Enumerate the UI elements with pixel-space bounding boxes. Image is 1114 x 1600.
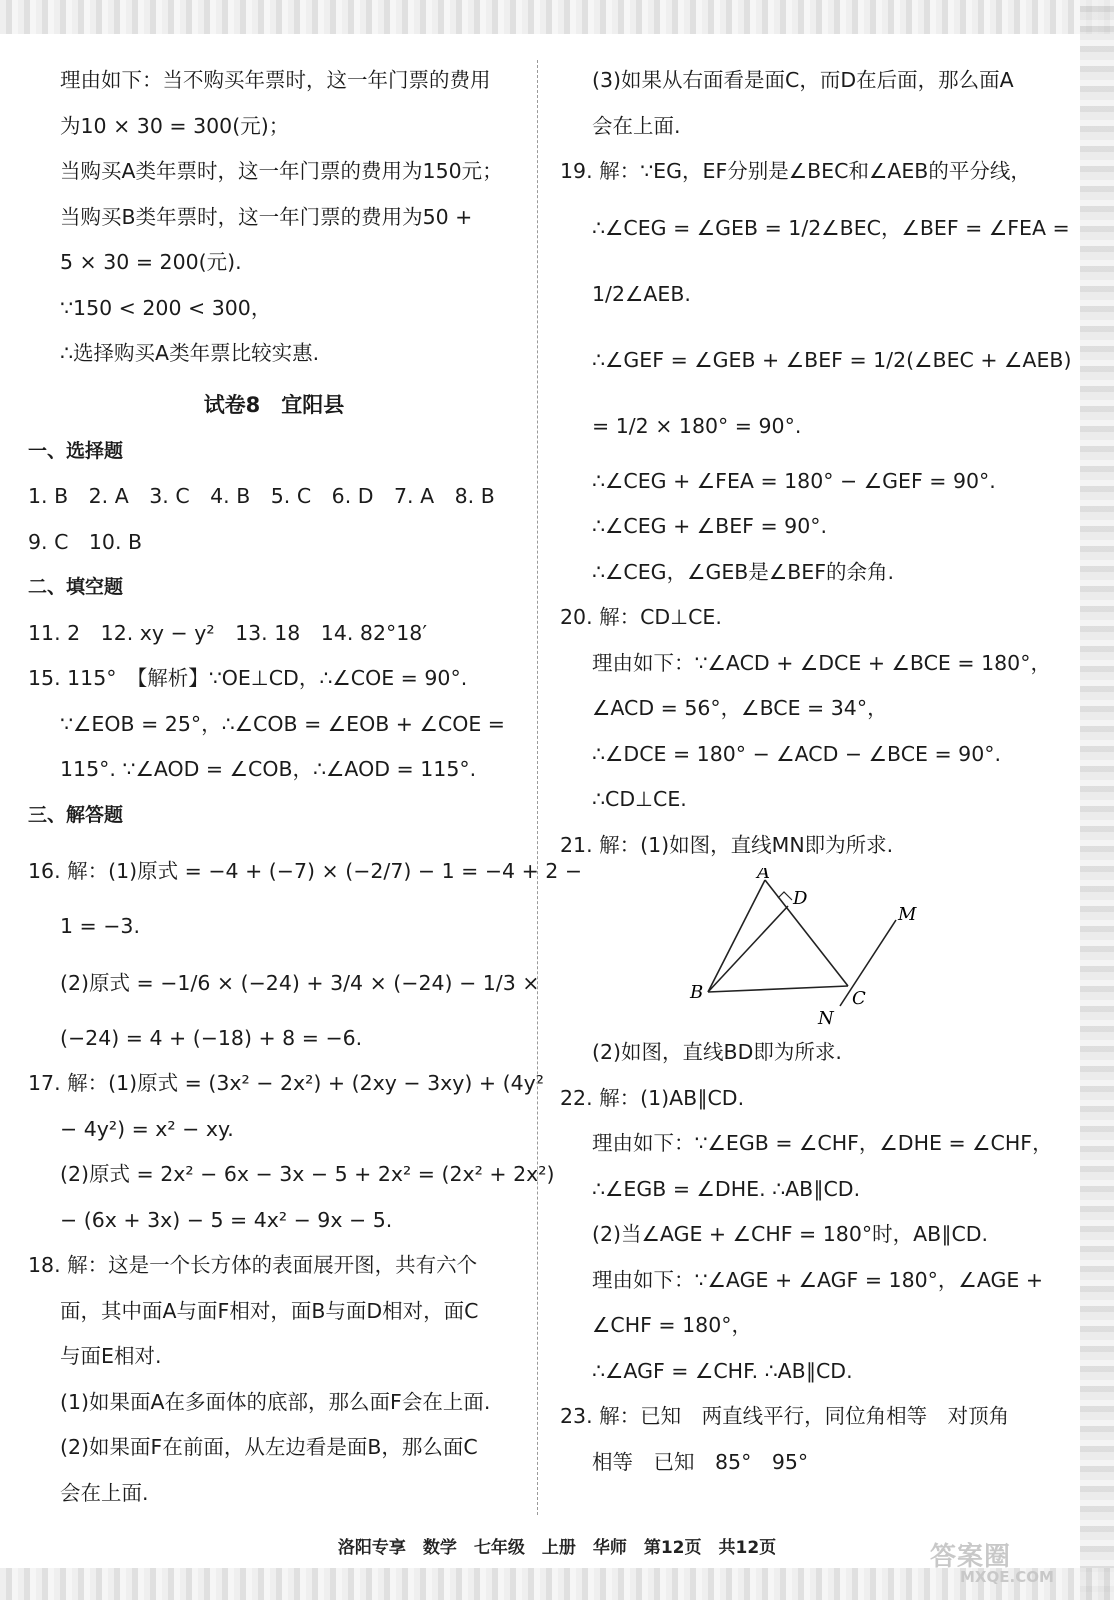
text-line: (−24) = 4 + (−18) + 8 = −6.	[60, 1025, 363, 1050]
text-line: 当购买B类年票时，这一年门票的费用为50 +	[60, 204, 473, 229]
text-line: 17. 解：(1)原式 = (3x² − 2x²) + (2xy − 3xy) + (4y²	[28, 1071, 544, 1095]
left-column	[28, 58, 583, 1516]
decorative-border-top	[0, 0, 1114, 34]
text-line: 16. 解：(1)原式 = −4 + (−7) × (−2/7) − 1 = −4 + 2 −	[28, 859, 583, 883]
triangle-diagram	[670, 868, 970, 1028]
section-heading: 三、解答题	[28, 803, 124, 826]
label-B: B	[690, 982, 704, 1003]
text-line: = 1/2 × 180° = 90°.	[592, 413, 802, 438]
text-line: (3)如果从右面看是面C，而D在后面，那么面A	[592, 68, 1014, 92]
text-line: 1/2∠AEB.	[592, 281, 691, 306]
text-line: ∴∠CEG + ∠FEA = 180° − ∠GEF = 90°.	[592, 468, 996, 493]
text-line: − 4y²) = x² − xy.	[60, 1116, 234, 1141]
label-M: M	[898, 904, 917, 925]
label-D: D	[793, 888, 808, 909]
text-line: ∴∠CEG = ∠GEB = 1/2∠BEC，∠BEF = ∠FEA =	[592, 215, 1070, 240]
column-divider	[537, 60, 538, 1515]
text-line: 23. 解：已知 两直线平行，同位角相等 对顶角	[560, 1404, 1010, 1428]
text-line: (2)如图，直线BD即为所求.	[592, 1040, 842, 1064]
geometry-figure	[560, 868, 1056, 1030]
section-heading: 二、填空题	[28, 576, 124, 598]
watermark-url: MXQE.COM	[960, 1568, 1054, 1586]
text-line: 1. B 2. A 3. C 4. B 5. C 6. D 7. A 8. B	[28, 484, 495, 508]
text-line: (1)如果面A在多面体的底部，那么面F会在上面.	[60, 1389, 491, 1414]
text-line: 相等 已知 85° 95°	[592, 1449, 809, 1474]
text-line: 会在上面.	[592, 113, 681, 138]
text-line: (2)原式 = 2x² − 6x − 3x − 5 + 2x² = (2x² + 2x²)	[60, 1162, 555, 1186]
text-line: ∵150 < 200 < 300，	[60, 295, 272, 320]
label-C: C	[852, 988, 866, 1009]
text-line: ∴∠EGB = ∠DHE. ∴AB∥CD.	[592, 1176, 861, 1201]
line-MN	[840, 920, 896, 1006]
text-line: 当购买A类年票时，这一年门票的费用为150元；	[60, 159, 503, 183]
text-line: − (6x + 3x) − 5 = 4x² − 9x − 5.	[60, 1207, 393, 1232]
text-line: 理由如下：∵∠ACD + ∠DCE + ∠BCE = 180°，	[592, 650, 1051, 675]
text-line: 理由如下：∵∠EGB = ∠CHF，∠DHE = ∠CHF，	[592, 1131, 1053, 1155]
text-line: (2)当∠AGE + ∠CHF = 180°时，AB∥CD.	[592, 1222, 989, 1246]
text-line: 19. 解：∵EG，EF分别是∠BEC和∠AEB的平分线，	[560, 159, 1031, 183]
text-line: 20. 解：CD⊥CE.	[560, 605, 722, 629]
label-N: N	[818, 1008, 834, 1028]
decorative-border-right	[1080, 0, 1114, 1600]
text-line: 11. 2 12. xy − y² 13. 18 14. 82°18′	[28, 620, 427, 645]
text-line: ∴∠CEG，∠GEB是∠BEF的余角.	[592, 559, 895, 584]
text-line: (2)如果面F在前面，从左边看是面B，那么面C	[60, 1435, 478, 1459]
text-line: 5 × 30 = 200(元).	[60, 250, 242, 274]
text-line: ∠CHF = 180°，	[592, 1313, 752, 1337]
text-line: 9. C 10. B	[28, 529, 143, 554]
text-line: (2)原式 = −1/6 × (−24) + 3/4 × (−24) − 1/3 ×	[60, 970, 540, 995]
text-line: ∴CD⊥CE.	[592, 787, 687, 811]
text-line: ∵∠EOB = 25°，∴∠COB = ∠EOB + ∠COE =	[60, 711, 505, 736]
text-line: 22. 解：(1)AB∥CD.	[560, 1085, 745, 1110]
text-line: 115°. ∵∠AOD = ∠COB，∴∠AOD = 115°.	[60, 757, 477, 781]
section-heading: 一、选择题	[28, 439, 124, 462]
text-line: 1 = −3.	[60, 914, 140, 938]
text-line: 理由如下：当不购买年票时，这一年门票的费用	[60, 68, 491, 92]
watermark-logo: 答案圈	[930, 1542, 1012, 1572]
section-title: 试卷8 宜阳县	[203, 392, 345, 417]
text-line: 18. 解：这是一个长方体的表面展开图，共有六个	[28, 1253, 478, 1277]
page-footer: 洛阳专享 数学 七年级 上册 华师 第12页 共12页	[337, 1538, 777, 1558]
text-line: 面，其中面A与面F相对，面B与面D相对，面C	[60, 1298, 479, 1323]
text-line: 与面E相对.	[60, 1344, 162, 1368]
text-line: 理由如下：∵∠AGE + ∠AGF = 180°，∠AGE +	[592, 1267, 1044, 1292]
text-line: ∴∠CEG + ∠BEF = 90°.	[592, 514, 828, 538]
text-line: ∴选择购买A类年票比较实惠.	[60, 341, 320, 365]
line-BD	[708, 906, 788, 992]
text-line: 15. 115° 【解析】∵OE⊥CD，∴∠COE = 90°.	[28, 666, 468, 690]
line-BC	[708, 986, 848, 992]
text-line: ∴∠AGF = ∠CHF. ∴AB∥CD.	[592, 1358, 853, 1383]
text-line: 会在上面.	[60, 1480, 149, 1505]
text-line: ∴∠GEF = ∠GEB + ∠BEF = 1/2(∠BEC + ∠AEB)	[592, 347, 1072, 372]
label-A: A	[757, 868, 770, 883]
text-line: ∴∠DCE = 180° − ∠ACD − ∠BCE = 90°.	[592, 741, 1002, 766]
text-line: 21. 解：(1)如图，直线MN即为所求.	[560, 832, 894, 857]
right-column	[560, 58, 1072, 1485]
text-line: ∠ACD = 56°，∠BCE = 34°，	[592, 696, 888, 720]
text-line: 为10 × 30 = 300(元)；	[60, 113, 290, 138]
line-AB	[708, 880, 765, 992]
